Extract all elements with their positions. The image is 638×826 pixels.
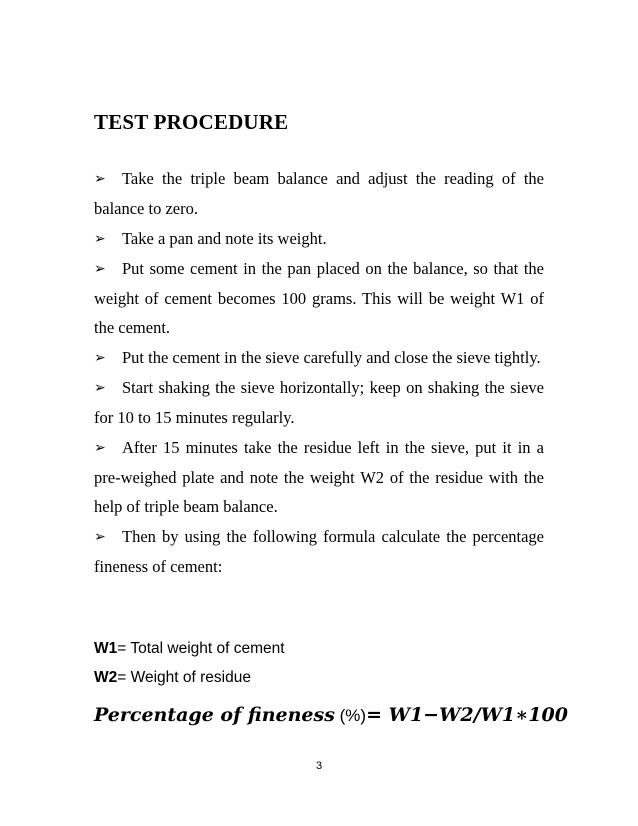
- section-heading: TEST PROCEDURE: [94, 110, 289, 134]
- page-number: 3: [315, 760, 323, 772]
- procedure-step: [94, 343, 544, 373]
- fineness-formula: [94, 704, 568, 727]
- step-text: Take the triple beam balance and adjust the reading of the balance to zero.: [94, 169, 544, 219]
- definition-w1: [94, 634, 285, 663]
- procedure-step: [94, 433, 544, 522]
- procedure-step: [94, 373, 544, 433]
- step-text: Start shaking the sieve horizontally; keep on shaking the sieve for 10 to 15 minutes regularly.: [94, 378, 544, 428]
- step-text: Put the cement in the sieve carefully and close the sieve tightly.: [122, 347, 541, 367]
- step-text: Put some cement in the pan placed on the balance, so that the weight of cement becomes 100 grams. This will be weight W1 of the cement.: [94, 258, 544, 338]
- step-text: Take a pan and note its weight.: [122, 228, 327, 248]
- formula-unit: (%): [334, 706, 367, 725]
- formula-expression: = W1−W2/W1∗100: [366, 704, 568, 726]
- procedure-list: [94, 164, 544, 581]
- procedure-step: [94, 522, 544, 582]
- arrow-bullet-icon: ➢: [94, 380, 106, 397]
- arrow-bullet-icon: ➢: [94, 171, 106, 187]
- arrow-bullet-icon: ➢: [94, 230, 106, 247]
- arrow-bullet-icon: ➢: [94, 439, 106, 456]
- step-text: Then by using the following formula calculate the percentage fineness of cement:: [94, 526, 544, 576]
- procedure-step: [94, 254, 544, 343]
- arrow-bullet-icon: ➢: [94, 349, 106, 366]
- definition-text: = Total weight of cement: [117, 640, 285, 657]
- arrow-bullet-icon: ➢: [94, 260, 106, 277]
- definition-w2: [94, 663, 285, 692]
- procedure-step: [94, 224, 544, 254]
- variable-definitions: [94, 634, 285, 692]
- definition-text: = Weight of residue: [117, 669, 251, 686]
- procedure-step: [94, 164, 544, 224]
- definition-symbol: W1: [94, 640, 118, 657]
- step-text: After 15 minutes take the residue left in the sieve, put it in a pre-weighed plate and note the weight W2 of the residue with the help of triple beam balance.: [94, 437, 544, 517]
- definition-symbol: W2: [94, 669, 118, 686]
- formula-label: Percentage of fineness: [94, 704, 335, 726]
- arrow-bullet-icon: ➢: [94, 528, 106, 545]
